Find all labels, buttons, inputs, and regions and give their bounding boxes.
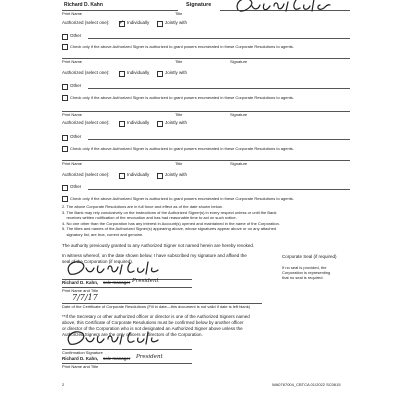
signer-3-other-label: Other — [70, 134, 82, 139]
signer-3-name-line — [62, 111, 350, 112]
authority-revoked-statement: The authority previously granted to any Authorized Signer not named herein are hereby revoked. — [62, 243, 255, 248]
signer-1-name-value: Richard D. Kahn — [64, 2, 103, 8]
corporate-seal-note-line: If no seal is provided, the — [282, 265, 327, 270]
signer-2-other-checkbox[interactable] — [62, 84, 68, 90]
signer-3-jointly-label: Jointly with — [165, 120, 188, 125]
signer-2-title-label: Title — [175, 59, 183, 64]
confirmation-print-name-title-label: Print Name and Title — [62, 364, 99, 369]
secretary-struck-title: sole manager — [103, 280, 131, 285]
certification-text-line: above, this Certificate of Corporate Resolutions must be confirmed below by another officer — [62, 320, 244, 325]
signer-4-other-checkbox[interactable] — [62, 185, 68, 191]
signer-2-individually-label: Individually — [127, 70, 150, 75]
signer-3-print-name-label: Print Name — [62, 112, 83, 117]
resolution-line: 2. The above Corporate Resolutions are in full force and effect as of the date shown below. — [62, 204, 223, 209]
signer-2-print-name-label: Print Name — [62, 59, 83, 64]
witness-text-line: In witness whereof, on the date shown below, I have subscribed my signature and affixed the — [62, 253, 247, 258]
resolution-line: signatory list, are true, correct and genuine. — [62, 232, 144, 237]
resolution-line: 5. The titles and names of the Authorized Signer(s) appearing above, whose signatures appear above or on any attached — [62, 226, 277, 231]
signer-4-title-label: Title — [175, 161, 183, 166]
signer-2-grant-powers-checkbox[interactable] — [62, 95, 68, 101]
signer-3-authorized-label: Authorized (select one): — [62, 120, 110, 125]
signer-4-grant-powers-checkbox[interactable] — [62, 196, 68, 202]
signer-4-name-line — [62, 160, 350, 161]
resolution-line: 4. No one other than the Corporation has any interest in Account(s) opened and maintained in the name of the Corporation. — [62, 221, 280, 226]
signer-1-jointly-checkbox[interactable] — [157, 21, 163, 27]
resolution-line: receives written notification of the revocation and has had reasonable time to act on such notice. — [62, 215, 237, 220]
signer-3-jointly-checkbox[interactable] — [157, 121, 163, 127]
signer-4-signature-label: Signature — [230, 161, 248, 166]
signer-3-individually-checkbox[interactable] — [119, 121, 125, 127]
signer-1-handwritten-signature — [230, 0, 340, 18]
signer-2-name-line — [62, 58, 350, 59]
signer-1-title-label: Title — [175, 11, 183, 16]
signer-4-print-name-label: Print Name — [62, 161, 83, 166]
confirmation-signature-label: Confirmation Signature — [62, 350, 103, 355]
signer-1-other-label: Other — [70, 33, 82, 38]
signer-1-authorized-label: Authorized (select one): — [62, 20, 110, 25]
corporate-seal-note-line: Corporation is representing — [282, 270, 331, 275]
signer-3-signature-label: Signature — [230, 112, 248, 117]
page-number: 2 — [62, 382, 65, 387]
signer-4-grant-powers-text: Check only if the above Authorized Signer is authorized to grant powers enumerated in these Corporate Resolutions to agents. — [70, 196, 294, 201]
signer-3-grant-powers-checkbox[interactable] — [62, 146, 68, 152]
signer-4-jointly-checkbox[interactable] — [157, 173, 163, 179]
certification-text-line: **If the Secretary or other authorized officer or director is one of the Authorized Signers named — [62, 314, 250, 319]
signer-2-jointly-checkbox[interactable] — [157, 71, 163, 77]
corporate-seal-title: Corporate Seal (if required) — [282, 254, 337, 259]
form-code: WA0767004_CBTCA 01/2022 SC0615 — [272, 382, 341, 387]
signer-4-individually-checkbox[interactable] — [119, 173, 125, 179]
signer-1-grant-powers-text: Check only if the above Authorized Signer is authorized to grant powers enumerated in these Corporate Resolutions to agents. — [70, 44, 294, 49]
signer-3-grant-powers-text: Check only if the above Authorized Signer is authorized to grant powers enumerated in these Corporate Resolutions to agents. — [70, 146, 294, 151]
signer-3-other-line — [88, 139, 350, 140]
signer-1-individually-label: Individually — [127, 20, 150, 25]
signer-2-jointly-label: Jointly with — [165, 70, 188, 75]
signer-4-jointly-label: Jointly with — [165, 172, 188, 177]
corporate-seal-note-line: that no seal is required. — [282, 275, 324, 280]
signer-4-other-line — [88, 189, 350, 190]
signer-1-other-line — [88, 38, 350, 39]
signer-1-grant-powers-checkbox[interactable] — [62, 44, 68, 50]
signer-3-title-label: Title — [175, 112, 183, 117]
confirmation-name: Richard D. Kahn, — [62, 356, 99, 361]
secretary-handwritten-title: President — [132, 278, 159, 284]
signer-4-individually-label: Individually — [127, 172, 150, 177]
signer-3-individually-label: Individually — [127, 120, 150, 125]
signer-3-other-checkbox[interactable] — [62, 135, 68, 141]
signer-2-other-line — [88, 88, 350, 89]
confirmation-handwritten-signature — [60, 328, 160, 350]
secretary-name: Richard D. Kahn, — [62, 280, 99, 285]
signer-1-jointly-label: Jointly with — [165, 20, 188, 25]
signer-2-authorized-label: Authorized (select one): — [62, 70, 110, 75]
certification-text-line: or director of the Corporation who is not designated an Authorized Signer above unless the — [62, 326, 243, 331]
signer-2-other-label: Other — [70, 83, 82, 88]
signer-1-print-name-label: Print Name — [62, 11, 83, 16]
certification-text-line: Authorized Signers are the only officers or directors of the Corporation. — [62, 332, 203, 337]
signer-4-other-label: Other — [70, 184, 82, 189]
signer-4-authorized-label: Authorized (select one): — [62, 172, 110, 177]
signer-1-individually-checkbox[interactable] — [119, 21, 125, 27]
resolution-line: 3. The Bank may rely conclusively on the instructions of the Authorized Signer(s) in every respect unless or until the Bank — [62, 210, 277, 215]
signer-1-signature-label: Signature — [186, 2, 212, 8]
certificate-date-label: Date of the Certificate of Corporate Resolutions (Fill in date—this document is not valid if date is left blank) — [62, 304, 251, 309]
confirmation-struck-title: sole manager — [103, 356, 131, 361]
signer-2-signature-label: Signature — [230, 59, 248, 64]
witness-text-line: seal of the Corporation (if required). — [62, 259, 134, 264]
certificate-date-value: 7/7/17 — [72, 293, 98, 302]
secretary-handwritten-signature — [60, 258, 160, 280]
signer-2-individually-checkbox[interactable] — [119, 71, 125, 77]
secretary-print-name-title-label: Print Name and Title — [62, 288, 99, 293]
confirmation-handwritten-title: President — [136, 354, 163, 360]
signer-1-other-checkbox[interactable] — [62, 34, 68, 40]
signer-2-grant-powers-text: Check only if the above Authorized Signer is authorized to grant powers enumerated in these Corporate Resolutions to agents. — [70, 95, 294, 100]
